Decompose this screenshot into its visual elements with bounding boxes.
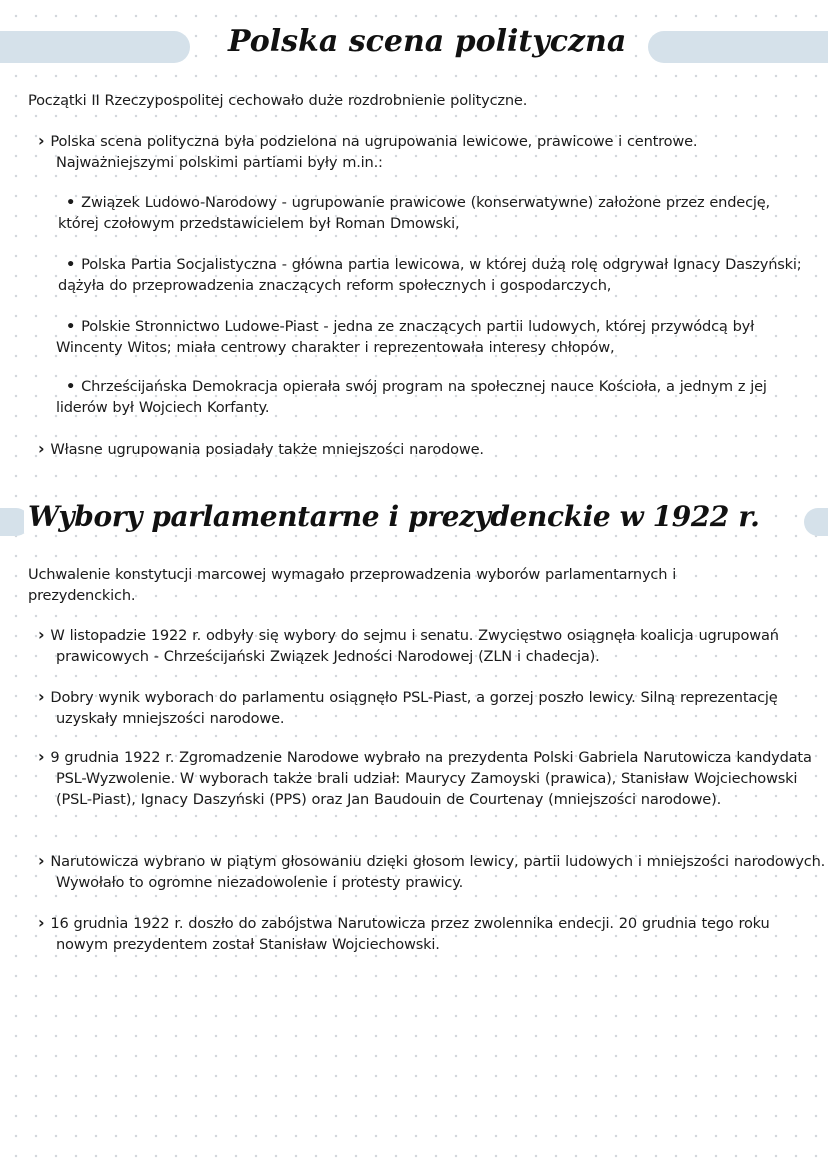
list-item: › W listopadzie 1922 r. odbyły się wybory do sejmu i senatu. Zwycięstwo osiągnęła koalicja ugrupowań prawicowych - Chrześcijański Związek Jedności Narodowej (ZLN i chadecja). — [38, 625, 779, 665]
section-title: Polska scena polityczna — [222, 24, 632, 59]
chevron-right-icon: › — [38, 439, 45, 458]
chevron-right-icon: › — [38, 687, 45, 706]
bullet-icon: • — [66, 256, 76, 273]
section-title: Wybory parlamentarne i prezydenckie w 1922 r. — [24, 500, 763, 533]
party-item: • Chrześcijańska Demokracja opierała swój program na społecznej nauce Kościoła, a jednym z jej liderów był Wojciech Korfanty. — [56, 378, 767, 416]
header-pill-left — [0, 31, 190, 63]
intro-text: Uchwalenie konstytucji marcowej wymagało przeprowadzenia wyborów parlamentarnych i prezydenckich. — [28, 566, 677, 604]
chevron-right-icon: › — [38, 747, 45, 766]
chevron-right-icon: › — [38, 625, 45, 644]
party-item: • Polskie Stronnictwo Ludowe-Piast - jedna ze znaczących partii ludowych, której przywódcą był Wincenty Witos; miała centrowy charakter i reprezentowała interesy chłopów, — [56, 318, 755, 356]
party-item: • Związek Ludowo-Narodowy - ugrupowanie prawicowe (konserwatywne) założone przez endecję, której czołowym przedstawicielem był Roman Dmowski, — [58, 194, 770, 232]
header-pill-right — [648, 31, 828, 63]
chevron-right-icon: › — [38, 131, 45, 150]
party-item: • Polska Partia Socjalistyczna - główna partia lewicowa, w której dużą rolę odgrywał Ignacy Daszyński; dążyła do przeprowadzenia znaczących reform społecznych i gospodarczych, — [58, 256, 802, 294]
chevron-right-icon: › — [38, 851, 45, 870]
intro-text: Początki II Rzeczypospolitej cechowało duże rozdrobnienie polityczne. — [28, 92, 528, 109]
list-item: › 16 grudnia 1922 r. doszło do zabójstwa Narutowicza przez zwolennika endecji. 20 grudnia tego roku nowym prezydentem został Stanisław Wojciechowski. — [38, 913, 770, 953]
list-item: › Polska scena polityczna była podzielona na ugrupowania lewicowe, prawicowe i centrowe. Najważniejszymi polskimi partiami były m.in.: — [38, 131, 698, 171]
list-item: › Narutowicza wybrano w piątym głosowaniu dzięki głosom lewicy, partii ludowych i mniejszości narodowych. Wywołało to ogromne niezadowolenie i protesty prawicy. — [38, 851, 826, 891]
list-item: › Własne ugrupowania posiadały także mniejszości narodowe. — [38, 439, 484, 458]
list-item: › 9 grudnia 1922 r. Zgromadzenie Narodowe wybrało na prezydenta Polski Gabriela Narutowicza kandydata PSL-Wyzwolenie. W wyborach także brali udział: Maurycy Zamoyski (prawica), Stanisław Wojciechowski (PSL-Piast), Ignacy Daszyński (PPS) oraz Jan Baudouin de Courtenay (mniejszości narodowe). — [38, 747, 812, 808]
bullet-icon: • — [66, 318, 76, 335]
list-item: › Dobry wynik wyborach do parlamentu osiągnęło PSL-Piast, a gorzej poszło lewicy. Silną reprezentację uzyskały mniejszości narodowe. — [38, 687, 778, 727]
chevron-right-icon: › — [38, 913, 45, 932]
bullet-icon: • — [66, 378, 76, 395]
header-pill-right — [804, 508, 828, 536]
bullet-icon: • — [66, 194, 76, 211]
